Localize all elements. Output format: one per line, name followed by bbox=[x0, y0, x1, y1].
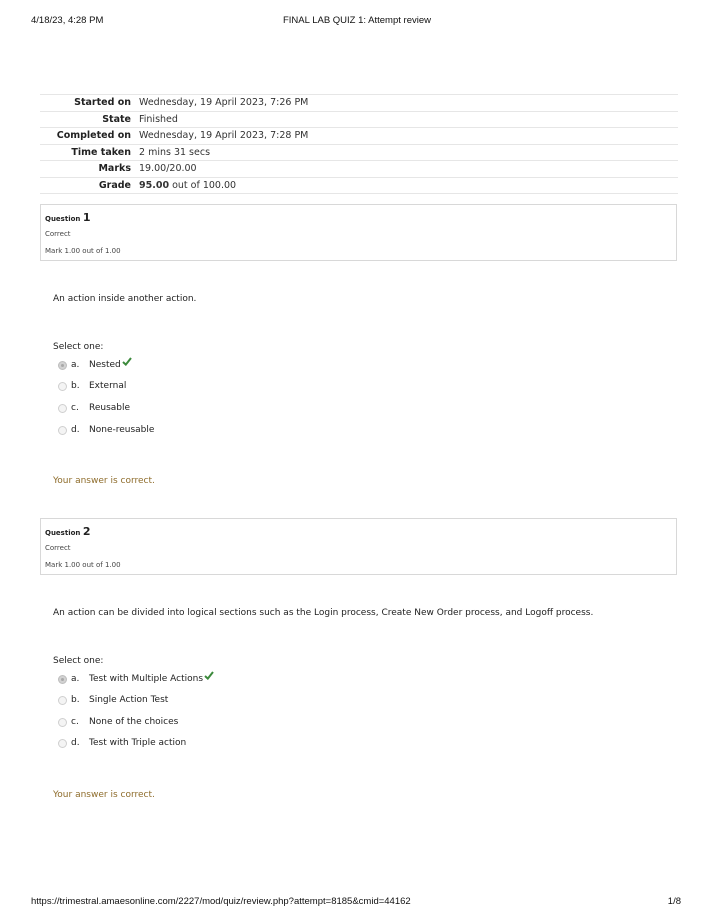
option-letter: a. bbox=[71, 674, 80, 684]
option-letter: b. bbox=[71, 381, 80, 391]
radio-button[interactable] bbox=[58, 404, 67, 413]
radio-button[interactable] bbox=[58, 382, 67, 391]
grade-suffix: out of 100.00 bbox=[172, 179, 237, 191]
summary-value: 2 mins 31 secs bbox=[135, 144, 678, 161]
summary-row bbox=[40, 95, 678, 112]
summary-label: Time taken bbox=[40, 144, 135, 161]
question-prefix: Question bbox=[45, 529, 81, 537]
grade-label: Grade bbox=[40, 177, 135, 194]
page-url: https://trimestral.amaesonline.com/2227/mod/quiz/review.php?attempt=8185&cmid=44162 bbox=[31, 896, 411, 907]
check-icon bbox=[122, 357, 132, 366]
option-letter: d. bbox=[71, 425, 80, 435]
question-state: Correct bbox=[45, 230, 71, 238]
radio-button[interactable] bbox=[58, 696, 67, 705]
summary-value: 19.00/20.00 bbox=[135, 161, 678, 178]
question-mark: Mark 1.00 out of 1.00 bbox=[45, 247, 121, 255]
option-text: None-reusable bbox=[89, 425, 155, 435]
radio-button[interactable] bbox=[58, 361, 67, 370]
question-state: Correct bbox=[45, 544, 71, 552]
print-title: FINAL LAB QUIZ 1: Attempt review bbox=[282, 15, 431, 26]
option-text: Nested bbox=[89, 360, 121, 370]
summary-label: State bbox=[40, 111, 135, 128]
radio-button[interactable] bbox=[58, 675, 67, 684]
grade-value: 95.00 bbox=[139, 179, 170, 191]
attempt-summary-table bbox=[40, 94, 678, 194]
summary-label: Completed on bbox=[40, 128, 135, 145]
question-info-box bbox=[40, 518, 677, 575]
option-letter: c. bbox=[71, 403, 79, 413]
radio-button[interactable] bbox=[58, 426, 67, 435]
option-text: Test with Triple action bbox=[89, 738, 187, 748]
summary-row-grade bbox=[40, 177, 678, 194]
question-number-value: 2 bbox=[82, 525, 91, 538]
question-info-box bbox=[40, 204, 677, 261]
option-text: Single Action Test bbox=[89, 695, 169, 705]
option-letter: d. bbox=[71, 738, 80, 748]
option-text: None of the choices bbox=[89, 717, 179, 727]
grade-value-cell bbox=[135, 177, 678, 194]
option-text: Test with Multiple Actions bbox=[89, 674, 204, 684]
question-prefix: Question bbox=[45, 215, 81, 223]
radio-button[interactable] bbox=[58, 739, 67, 748]
select-one-label: Select one: bbox=[53, 656, 104, 666]
summary-row bbox=[40, 161, 678, 178]
page-number: 1/8 bbox=[667, 896, 681, 907]
select-one-label: Select one: bbox=[53, 342, 104, 352]
option-text: External bbox=[89, 381, 127, 391]
question-text: An action can be divided into logical sections such as the Login process, Create New Order process, and Logoff process. bbox=[53, 608, 594, 618]
answer-feedback: Your answer is correct. bbox=[53, 790, 155, 800]
summary-label: Marks bbox=[40, 161, 135, 178]
print-footer bbox=[31, 896, 683, 910]
question-number bbox=[45, 525, 90, 538]
summary-label: Started on bbox=[40, 95, 135, 112]
option-text: Reusable bbox=[89, 403, 131, 413]
print-datetime: 4/18/23, 4:28 PM bbox=[31, 15, 104, 26]
option-text-wrap bbox=[89, 360, 132, 370]
option-letter: b. bbox=[71, 695, 80, 705]
check-icon bbox=[204, 671, 214, 680]
question-number bbox=[45, 211, 90, 224]
option-letter: c. bbox=[71, 717, 79, 727]
question-mark: Mark 1.00 out of 1.00 bbox=[45, 561, 121, 569]
question-text: An action inside another action. bbox=[53, 294, 197, 304]
option-letter: a. bbox=[71, 360, 80, 370]
summary-value: Wednesday, 19 April 2023, 7:26 PM bbox=[135, 95, 678, 112]
option-text-wrap bbox=[89, 674, 214, 684]
summary-row bbox=[40, 128, 678, 145]
summary-value: Finished bbox=[135, 111, 678, 128]
summary-value: Wednesday, 19 April 2023, 7:28 PM bbox=[135, 128, 678, 145]
answer-feedback: Your answer is correct. bbox=[53, 476, 155, 486]
question-number-value: 1 bbox=[82, 211, 91, 224]
summary-row bbox=[40, 111, 678, 128]
print-header bbox=[31, 15, 683, 29]
summary-row bbox=[40, 144, 678, 161]
radio-button[interactable] bbox=[58, 718, 67, 727]
